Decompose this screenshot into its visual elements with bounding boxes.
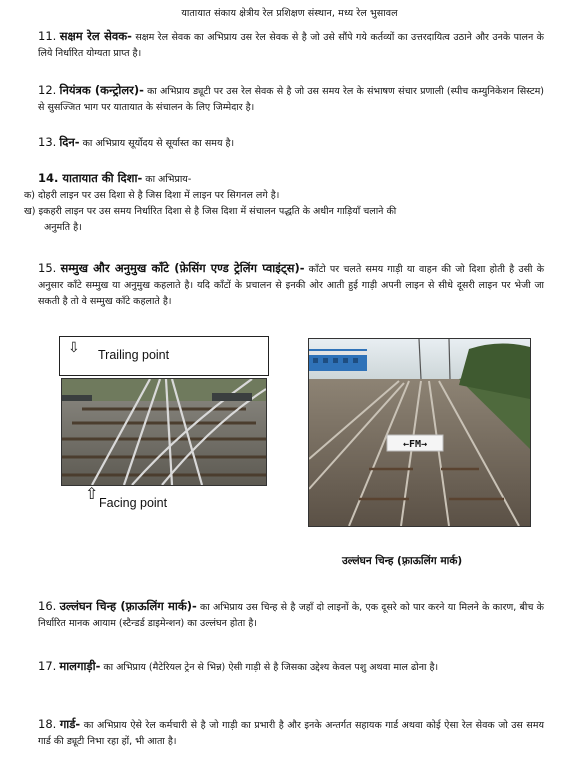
- definition-text: सक्षम रेल सेवक का अभिप्राय उस रेल सेवक से है जो उसे सौंपे गये कर्तव्यों का उत्तरदायित्व उठाने और उनके पालन के लिये निर्धारित योग्यता प्राप्त है।: [38, 32, 544, 59]
- item-number: 12.: [38, 83, 57, 97]
- definition-text: काँटो पर चलते समय गाड़ी या वाहन की जो दिशा होती है उसी के अनुसार काँटे सम्मुख या अनुमुख कहलाते है। यदि काँटों के प्रचालन से इनकी ओर आती हुई गाड़ी अपनी लाइन से सीधे दूसरी लाइन पर भेजी जा सकती है तो वे सम्मुख काँटे कहलाते है।: [38, 264, 544, 307]
- item-number: 13.: [38, 135, 57, 149]
- fm-marker-text: ←FM→: [402, 439, 428, 450]
- definition-13: [38, 134, 544, 152]
- points-photo: [61, 378, 267, 486]
- term-facing-trailing-points: सम्मुख और अनुमुख काँटे (फ़ेसिंग एण्ड ट्रेलिंग प्वाइंट्स)-: [60, 261, 305, 275]
- facing-point-label: Facing point: [99, 496, 168, 510]
- definition-11: [38, 28, 544, 62]
- definition-text: का अभिप्राय-: [142, 174, 192, 185]
- clause-a: क) दोहरी लाइन पर उस दिशा से है जिस दिशा में लाइन पर सिगनल लगे है।: [24, 190, 280, 201]
- definition-text: का अभिप्राय (मैटेरियल ट्रेन से भिन्न) ऐसी गाड़ी से है जिसका उद्देश्य केवल पशु अथवा माल ढोना है।: [100, 662, 439, 673]
- item-number: 17.: [38, 659, 57, 673]
- item-number: 11.: [38, 29, 57, 43]
- term-goods-train: मालगाड़ी-: [59, 659, 101, 673]
- down-arrow-icon: ⇩: [68, 339, 80, 355]
- railway-points-image: [62, 379, 266, 485]
- item-number: 15.: [38, 261, 57, 275]
- definition-16: [38, 598, 544, 632]
- fouling-mark-image: [309, 339, 530, 526]
- term-guard: गार्ड-: [59, 717, 81, 731]
- facing-point-label-box: [59, 486, 267, 520]
- term-direction-of-traffic: 14. यातायात की दिशा-: [38, 171, 143, 185]
- item-number: 18.: [38, 717, 57, 731]
- definition-17: [38, 658, 544, 676]
- clause-b-continued: अनुमति है।: [44, 222, 82, 233]
- fouling-mark-caption: उल्लंघन चिन्ह (फ़्राऊलिंग मार्क): [342, 555, 463, 567]
- definition-15: [38, 260, 544, 310]
- up-arrow-icon: ⇧: [85, 486, 99, 503]
- trailing-point-label-box: [59, 336, 269, 376]
- definition-text: का अभिप्राय ड्यूटी पर उस रेल सेवक से है जो उस समय रेल के संभाषण संचार प्रणाली (स्पीच कम्युनिकेशन सिस्टम) से सुसज्जित भाग पर यातायात के संचालन के लिए जिम्मेदार है।: [38, 86, 544, 113]
- item-number: 16.: [38, 599, 57, 613]
- fouling-mark-photo: [308, 338, 531, 527]
- definition-text: का अभिप्राय ऐसे रेल कर्मचारी से है जो गाड़ी का प्रभारी है और इनके अन्तर्गत सहायक गार्ड अथवा कोई ऐसा रेल सेवक जो उस समय गार्ड की ड्यूटी निभा रहा हों, भी आता है।: [38, 720, 544, 747]
- term-day: दिन-: [59, 135, 80, 149]
- term-controller: नियंत्रक (कन्ट्रोलर)-: [59, 83, 144, 97]
- term-fouling-mark: उल्लंघन चिन्ह (फ़्राऊलिंग मार्क)-: [59, 599, 197, 613]
- clause-b: ख) इकहरी लाइन पर उस समय निर्धारित दिशा से है जिस दिशा में संचालन पद्धति के अधीन गाड़ियाँ चलाने की: [24, 206, 397, 217]
- definition-text: का अभिप्राय उस चिन्ह से है जहाँ दो लाइनों के, एक दूसरे को पार करने या मिलने के कारण, बीच के निर्धारित मानक आयाम (स्टैन्डर्ड डाइमेन्शन) का उल्लंघन होता है।: [38, 602, 544, 629]
- definition-18: [38, 716, 544, 750]
- page-header: यातायात संकाय क्षेत्रीय रेल प्रशिक्षण संस्थान, मध्य रेल भुसावल: [181, 8, 398, 19]
- term-competent-railway-servant: सक्षम रेल सेवक-: [59, 29, 132, 43]
- definition-12: [38, 82, 544, 116]
- definition-14: [24, 170, 546, 236]
- definition-text: का अभिप्राय सूर्योदय से सूर्यास्त का समय है।: [79, 138, 235, 149]
- trailing-point-label: Trailing point: [98, 348, 170, 362]
